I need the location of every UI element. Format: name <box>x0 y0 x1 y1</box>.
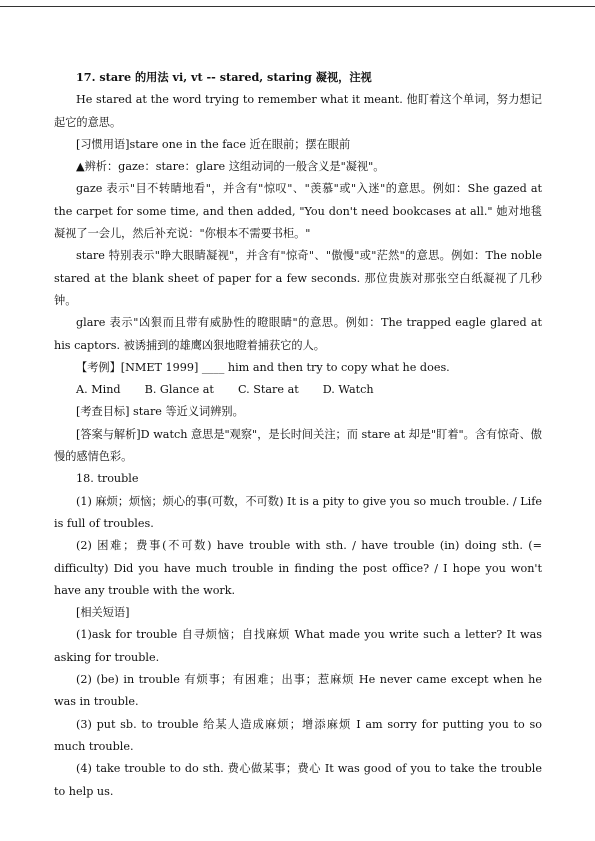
section-17-example: He stared at the word trying to remember what it meant. 他盯着这个单词，努力想记起它的意思。 <box>54 93 542 129</box>
section-17-analysis: ▲辨析：gaze：stare：glare 这组动词的一般含义是"凝视"。 <box>76 160 385 174</box>
section-18-phrase-4: (4) take trouble to do sth. 费心做某事；费心 It was good of you to take the trouble to help us. <box>54 762 542 798</box>
section-18-phrase-2: (2) (be) in trouble 有烦事；有困难；出事；惹麻烦 He never came except when he was in trouble. <box>54 673 542 709</box>
section-18-title: 18. trouble <box>76 472 139 486</box>
document-body <box>54 66 542 803</box>
section-17-idiom: [习惯用语]stare one in the face 近在眼前；摆在眼前 <box>76 137 351 151</box>
section-17-gaze: gaze 表示"目不转睛地看"，并含有"惊叹"、"羡慕"或"入迷"的意思。例如：She gazed at the carpet for some time, and then added, "You don't need bookcases at all." 她对地毯凝视了一会儿，然后补充说："你根本不需要书柜。" <box>54 182 542 241</box>
section-18-phrases-heading: [相关短语] <box>76 606 130 620</box>
option-c: C. Stare at <box>237 383 299 397</box>
section-18-phrase-1: (1)ask for trouble 自寻烦恼；自找麻烦 What made you write such a letter? It was asking for trouble. <box>54 628 542 664</box>
section-17-glare: glare 表示"凶狠而且带有威胁性的瞪眼睛"的意思。例如：The trapped eagle glared at his captors. 被诱捕到的雄鹰凶狠地瞪着捕获它的人。 <box>54 316 542 352</box>
section-17-title: 17. stare 的用法 vi, vt -- stared, staring 凝视，注视 <box>76 70 372 84</box>
section-17-target: [考查目标] stare 等近义词辨别。 <box>76 405 244 419</box>
section-17-exam: 【考例】[NMET 1999] ____ him and then try to copy what he does. <box>76 360 450 374</box>
section-17-stare: stare 特别表示"睁大眼睛凝视"，并含有"惊奇"、"傲慢"或"茫然"的意思。例如：The noble stared at the blank sheet of paper for a few seconds. 那位贵族对那张空白纸凝视了几秒钟。 <box>54 249 542 307</box>
exam-options <box>54 379 542 401</box>
section-18-phrase-3: (3) put sb. to trouble 给某人造成麻烦；增添麻烦 I am sorry for putting you to so much trouble. <box>54 717 542 753</box>
option-a: A. Mind <box>76 383 121 397</box>
section-18-meaning-2: (2) 困难；费事(不可数) have trouble with sth. / have trouble (in) doing sth. (= difficulty) Did you have much trouble in finding the post office? / I hope you won't have any trouble with the work. <box>54 539 542 597</box>
section-18-meaning-1: (1) 麻烦；烦恼；烦心的事(可数，不可数) It is a pity to give you so much trouble. / Life is full of troubles. <box>54 494 542 530</box>
option-d: D. Watch <box>322 383 374 397</box>
header-rule <box>0 6 595 7</box>
section-17-answer: [答案与解析]D watch 意思是"观察"，是长时间关注；而 stare at 却是"盯着"。含有惊奇、傲慢的感情色彩。 <box>54 427 542 464</box>
option-b: B. Glance at <box>144 383 214 397</box>
